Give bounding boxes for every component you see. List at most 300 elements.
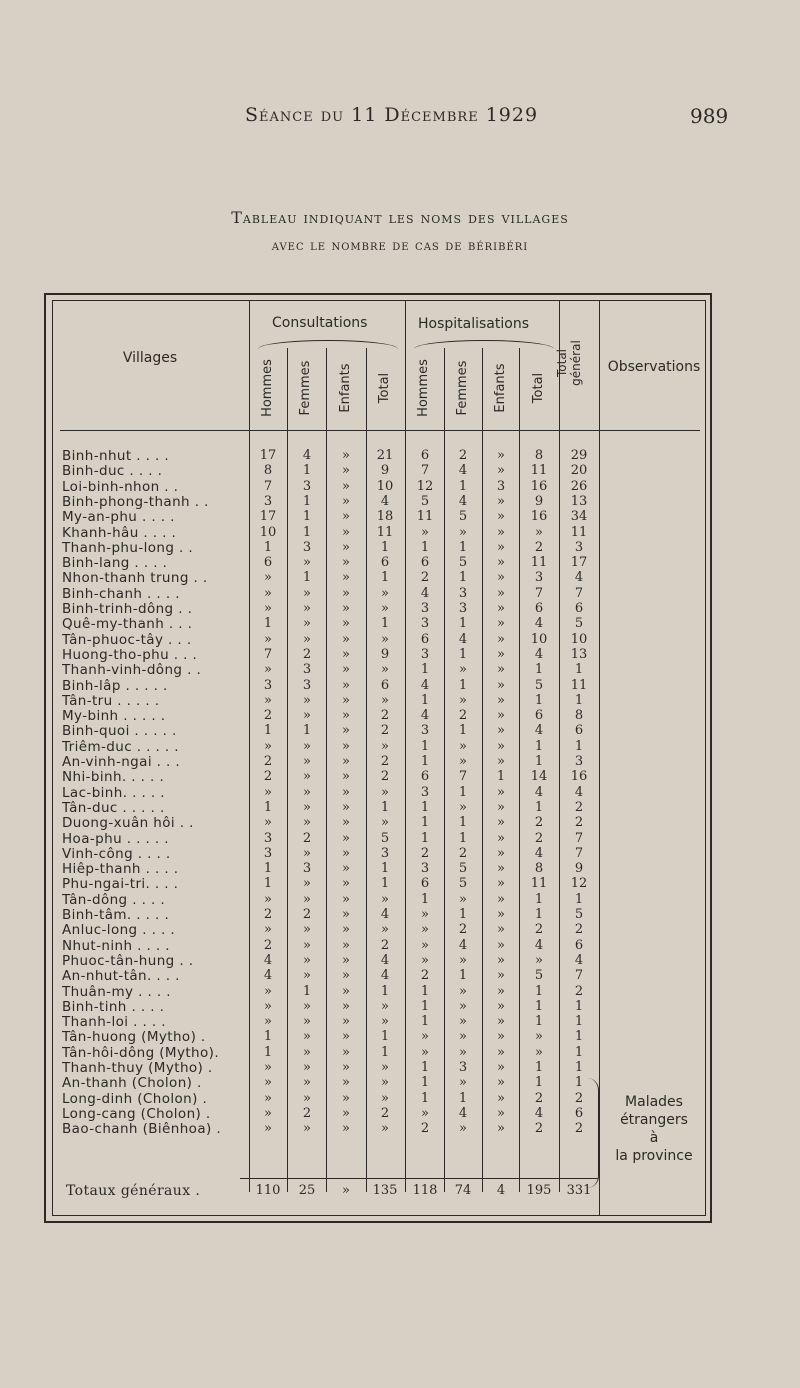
table-cell: »: [303, 631, 311, 647]
table-cell: 1: [263, 1029, 273, 1045]
table-cell: 4: [380, 907, 390, 922]
table-cell: 1: [302, 723, 312, 739]
village-name: Quê-my-thanh . . .: [62, 616, 193, 633]
village-name: Hiêp-thanh . . . .: [62, 861, 179, 878]
table-cell: 2: [574, 983, 584, 999]
table-cell: 3: [458, 601, 468, 616]
table-cell: 29: [570, 448, 588, 463]
village-name: Thanh-vinh-dông . .: [62, 662, 202, 679]
table-cell: »: [264, 1014, 272, 1030]
table-cell: 3: [263, 830, 273, 846]
table-row: [0, 968, 800, 984]
village-name: Lac-binh. . . . .: [62, 784, 165, 801]
table-cell: 12: [570, 876, 588, 892]
table-cell: »: [459, 754, 467, 769]
table-cell: 1: [458, 570, 468, 586]
table-cell: »: [264, 784, 272, 800]
table-cell: 1: [420, 1090, 430, 1106]
table-cell: 7: [458, 769, 468, 785]
table-cell: 1: [420, 1060, 430, 1075]
table-cell: 135: [372, 1183, 398, 1198]
table-cell: 1: [574, 998, 584, 1014]
hospitalisations-header: Hospitalisations: [418, 316, 529, 332]
table-cell: 1: [420, 998, 430, 1014]
village-name: Binh-tâm. . . . .: [62, 907, 170, 923]
table-row: [0, 708, 800, 724]
table-cell: »: [497, 845, 505, 861]
table-cell: »: [497, 815, 505, 831]
table-cell: »: [342, 723, 350, 739]
table-cell: 5: [458, 555, 468, 571]
table-cell: »: [459, 998, 467, 1014]
table-cell: 2: [302, 830, 312, 846]
table-cell: »: [497, 539, 505, 555]
table-cell: »: [497, 708, 505, 724]
table-cell: »: [381, 738, 389, 754]
village-name: Tân-duc . . . . .: [62, 799, 165, 816]
table-cell: 110: [255, 1183, 281, 1198]
village-name: Huong-tho-phu . . .: [62, 646, 198, 663]
table-cell: »: [342, 876, 350, 892]
table-cell: 1: [302, 570, 312, 586]
village-name: My-binh . . . . .: [62, 708, 166, 725]
table-cell: 3: [420, 601, 430, 616]
table-cell: 1: [534, 662, 544, 678]
table-cell: »: [342, 1014, 350, 1030]
table-cell: 3: [420, 861, 430, 877]
table-cell: 3: [496, 478, 506, 494]
table-cell: »: [342, 1044, 350, 1060]
table-cell: 9: [574, 861, 584, 877]
table-cell: »: [497, 585, 505, 601]
table-cell: »: [342, 922, 350, 938]
table-cell: 4: [574, 570, 584, 586]
table-cell: 1: [420, 754, 430, 769]
table-cell: 1: [534, 754, 544, 769]
village-name: Tân-hôi-dông (Mytho).: [62, 1044, 220, 1061]
table-cell: 6: [420, 555, 430, 571]
table-row: [0, 1014, 800, 1030]
table-cell: 331: [566, 1183, 592, 1198]
table-cell: 3: [263, 493, 273, 509]
table-cell: »: [342, 1090, 350, 1106]
table-cell: 1: [420, 539, 430, 555]
column-header-hommes-hosp: Hommes: [416, 359, 431, 417]
table-cell: »: [459, 952, 467, 968]
table-cell: »: [381, 601, 389, 616]
table-cell: 1: [380, 1029, 390, 1045]
village-name: Thanh-loi . . . .: [62, 1014, 166, 1031]
table-cell: 3: [574, 539, 584, 555]
table-cell: 21: [376, 448, 394, 463]
table-cell: »: [342, 463, 350, 479]
table-cell: 5: [574, 616, 584, 632]
table-cell: 1: [420, 1075, 430, 1091]
table-row: [0, 739, 800, 755]
village-name: Binh-trinh-dông . .: [62, 601, 193, 617]
table-cell: »: [342, 585, 350, 601]
table-cell: 11: [416, 509, 434, 525]
table-cell: »: [421, 524, 429, 540]
table-cell: 4: [534, 723, 544, 739]
table-cell: »: [381, 815, 389, 831]
table-cell: 1: [458, 830, 468, 846]
table-cell: »: [381, 1090, 389, 1106]
table-cell: 6: [420, 631, 430, 647]
table-cell: 5: [458, 861, 468, 877]
table-row: [0, 953, 800, 969]
village-name: Khanh-hâu . . . .: [62, 524, 177, 541]
table-row: [0, 448, 800, 464]
table-cell: 1: [496, 769, 506, 785]
table-cell: 1: [574, 1044, 584, 1060]
table-row: [0, 938, 800, 954]
village-name: Loi-binh-nhon . .: [62, 478, 179, 495]
table-cell: 5: [574, 907, 584, 922]
table-row: [0, 922, 800, 938]
table-cell: 1: [302, 524, 312, 540]
table-cell: »: [264, 1075, 272, 1091]
table-cell: 16: [530, 478, 548, 494]
table-cell: 3: [420, 646, 430, 662]
table-cell: »: [342, 769, 350, 785]
village-name: Duong-xuân hôi . .: [62, 815, 194, 832]
column-header-hommes-consult: Hommes: [260, 359, 275, 417]
village-name: Binh-tinh . . . .: [62, 998, 165, 1015]
table-cell: »: [497, 570, 505, 586]
table-cell: 4: [420, 677, 430, 693]
table-cell: 2: [458, 708, 468, 724]
table-cell: 2: [574, 815, 584, 831]
village-name: Long-dinh (Cholon) .: [62, 1090, 208, 1107]
table-cell: »: [459, 662, 467, 678]
table-cell: »: [342, 968, 350, 984]
table-cell: 4: [420, 585, 430, 601]
table-cell: 1: [574, 662, 584, 678]
table-cell: 4: [458, 493, 468, 509]
table-cell: »: [303, 601, 311, 616]
table-cell: 6: [420, 448, 430, 463]
table-cell: »: [342, 1060, 350, 1075]
table-cell: »: [264, 692, 272, 708]
table-cell: »: [497, 1044, 505, 1060]
table-cell: »: [459, 799, 467, 815]
table-cell: »: [303, 692, 311, 708]
table-cell: 13: [570, 493, 588, 509]
table-cell: »: [342, 570, 350, 586]
table-cell: 8: [534, 861, 544, 877]
table-cell: »: [342, 1075, 350, 1091]
table-cell: 3: [458, 1060, 468, 1075]
village-name: My-an-phu . . . .: [62, 509, 175, 526]
table-cell: 1: [534, 1075, 544, 1091]
table-cell: 3: [263, 845, 273, 861]
table-cell: 3: [420, 784, 430, 800]
table-cell: 2: [574, 799, 584, 815]
table-cell: »: [421, 1044, 429, 1060]
village-name: Nhi-binh. . . . .: [62, 769, 165, 786]
table-cell: 1: [574, 738, 584, 754]
village-name: Thanh-phu-long . .: [62, 539, 194, 556]
table-cell: 1: [534, 907, 544, 922]
column-header-total-consult: Total: [377, 372, 392, 404]
table-cell: »: [303, 1060, 311, 1075]
table-cell: 1: [574, 1014, 584, 1030]
table-cell: 3: [380, 845, 390, 861]
table-cell: 1: [458, 478, 468, 494]
table-cell: »: [381, 922, 389, 938]
table-row: [0, 540, 800, 556]
table-cell: 11: [570, 524, 588, 540]
table-cell: »: [459, 738, 467, 754]
table-cell: »: [342, 555, 350, 571]
table-cell: 4: [458, 937, 468, 953]
table-cell: 11: [570, 677, 588, 693]
table-cell: 7: [420, 463, 430, 479]
table-cell: »: [342, 478, 350, 494]
table-row: [0, 984, 800, 1000]
table-cell: »: [381, 1014, 389, 1030]
village-name: Nhon-thanh trung . .: [62, 570, 208, 587]
table-cell: »: [381, 1060, 389, 1075]
table-cell: »: [497, 677, 505, 693]
table-cell: 2: [420, 570, 430, 586]
village-name: Binh-nhut . . . .: [62, 448, 170, 464]
table-cell: 4: [380, 968, 390, 984]
table-title-line-2: avec le nombre de cas de béribéri: [271, 238, 529, 254]
table-cell: 1: [458, 539, 468, 555]
table-cell: 7: [263, 646, 273, 662]
table-row: [0, 785, 800, 801]
table-cell: »: [264, 585, 272, 601]
table-cell: 5: [458, 876, 468, 892]
table-cell: 1: [302, 509, 312, 525]
village-name: Tân-tru . . . . .: [62, 692, 160, 709]
table-cell: 74: [454, 1183, 472, 1198]
table-cell: »: [421, 922, 429, 938]
table-cell: 7: [574, 585, 584, 601]
table-cell: »: [497, 876, 505, 892]
table-row: [0, 846, 800, 862]
table-cell: 1: [380, 616, 390, 632]
table-cell: »: [535, 524, 543, 540]
table-cell: »: [342, 601, 350, 616]
table-cell: 13: [570, 646, 588, 662]
table-cell: 1: [380, 539, 390, 555]
table-cell: »: [303, 998, 311, 1014]
table-cell: 7: [574, 830, 584, 846]
table-cell: 26: [570, 478, 588, 494]
table-cell: 1: [458, 646, 468, 662]
table-cell: »: [303, 937, 311, 953]
table-row: [0, 815, 800, 831]
table-cell: 1: [534, 799, 544, 815]
table-cell: »: [381, 784, 389, 800]
table-cell: »: [342, 708, 350, 724]
observation-line-1: Malades: [625, 1094, 683, 1110]
table-row: [0, 601, 800, 617]
table-cell: 3: [263, 677, 273, 693]
table-cell: 6: [420, 769, 430, 785]
table-cell: »: [497, 830, 505, 846]
table-cell: 2: [574, 1121, 584, 1137]
table-cell: »: [342, 861, 350, 877]
table-cell: »: [303, 1044, 311, 1060]
village-name: An-vinh-ngai . . .: [62, 754, 181, 770]
table-cell: 1: [380, 876, 390, 892]
table-cell: 1: [458, 907, 468, 922]
table-cell: 1: [380, 983, 390, 999]
table-cell: 10: [570, 631, 588, 647]
table-cell: »: [303, 1075, 311, 1091]
village-name: Binh-lang . . . .: [62, 555, 168, 572]
table-cell: »: [497, 601, 505, 616]
table-cell: »: [342, 784, 350, 800]
table-cell: »: [497, 509, 505, 525]
table-cell: 1: [420, 799, 430, 815]
table-cell: 3: [302, 662, 312, 678]
village-name: Nhut-ninh . . . .: [62, 937, 170, 954]
table-cell: »: [303, 1029, 311, 1045]
table-cell: 4: [574, 784, 584, 800]
table-row: [0, 861, 800, 877]
table-cell: 7: [263, 478, 273, 494]
table-cell: 2: [380, 723, 390, 739]
table-cell: 3: [574, 754, 584, 769]
table-cell: 6: [574, 601, 584, 616]
table-cell: 7: [574, 845, 584, 861]
table-cell: 1: [420, 983, 430, 999]
table-cell: »: [459, 1075, 467, 1091]
table-cell: »: [342, 631, 350, 647]
table-cell: »: [459, 1014, 467, 1030]
table-cell: »: [497, 1014, 505, 1030]
table-cell: 6: [574, 723, 584, 739]
table-cell: 1: [458, 815, 468, 831]
table-cell: »: [303, 922, 311, 938]
table-cell: »: [459, 891, 467, 907]
village-name: Thuân-my . . . .: [62, 983, 171, 1000]
table-cell: »: [497, 784, 505, 800]
table-cell: 1: [420, 738, 430, 754]
table-cell: 4: [263, 952, 273, 968]
table-cell: »: [381, 692, 389, 708]
table-cell: »: [342, 448, 350, 463]
table-row: [0, 647, 800, 663]
table-row: [0, 525, 800, 541]
village-name: Tân-phuoc-tây . . .: [62, 631, 192, 648]
table-cell: 2: [574, 922, 584, 938]
table-cell: »: [342, 754, 350, 769]
table-cell: »: [497, 493, 505, 509]
table-row: [0, 662, 800, 678]
table-cell: »: [303, 815, 311, 831]
table-cell: 17: [259, 509, 277, 525]
page-header: [0, 104, 800, 134]
table-cell: 1: [263, 539, 273, 555]
table-cell: »: [264, 570, 272, 586]
table-row: [0, 907, 800, 923]
table-cell: 6: [263, 555, 273, 571]
table-cell: 1: [420, 662, 430, 678]
table-cell: »: [303, 968, 311, 984]
table-cell: 1: [420, 815, 430, 831]
table-cell: »: [381, 1121, 389, 1137]
village-name: Triêm-duc . . . . .: [62, 738, 179, 755]
table-cell: 3: [420, 723, 430, 739]
table-cell: 2: [380, 937, 390, 953]
table-cell: »: [497, 907, 505, 922]
table-cell: 3: [302, 478, 312, 494]
table-row: [0, 1029, 800, 1045]
table-cell: »: [264, 1121, 272, 1137]
observation-line-4: la province: [615, 1148, 693, 1164]
table-cell: 2: [380, 754, 390, 769]
table-cell: 18: [376, 509, 394, 525]
table-cell: »: [342, 998, 350, 1014]
table-cell: »: [303, 876, 311, 892]
table-row: [0, 494, 800, 510]
table-cell: »: [497, 861, 505, 877]
table-row: [0, 678, 800, 694]
table-cell: »: [342, 815, 350, 831]
table-cell: 1: [263, 1044, 273, 1060]
table-cell: »: [303, 754, 311, 769]
table-cell: »: [342, 830, 350, 846]
table-cell: »: [342, 509, 350, 525]
table-cell: »: [342, 937, 350, 953]
table-cell: 1: [458, 723, 468, 739]
table-cell: 2: [380, 708, 390, 724]
table-cell: 1: [302, 493, 312, 509]
table-cell: 4: [574, 952, 584, 968]
table-cell: 10: [530, 631, 548, 647]
table-cell: 1: [574, 891, 584, 907]
table-cell: »: [421, 1105, 429, 1121]
table-cell: 2: [263, 907, 273, 922]
table-cell: 1: [574, 1029, 584, 1045]
table-cell: 1: [458, 968, 468, 984]
table-cell: 4: [496, 1183, 506, 1198]
table-cell: 1: [380, 861, 390, 877]
observations-brace: [586, 1078, 599, 1188]
table-cell: 6: [574, 1105, 584, 1121]
table-cell: »: [497, 463, 505, 479]
table-cell: 1: [302, 983, 312, 999]
table-cell: 9: [380, 463, 390, 479]
table-cell: »: [303, 799, 311, 815]
table-cell: »: [342, 1121, 350, 1137]
table-cell: 2: [420, 1121, 430, 1137]
village-name: Phuoc-tân-hung . .: [62, 952, 194, 969]
table-cell: »: [303, 1090, 311, 1106]
table-cell: 2: [534, 1090, 544, 1106]
table-cell: »: [381, 1075, 389, 1091]
table-cell: »: [497, 1060, 505, 1075]
table-row: [0, 616, 800, 632]
villages-column-header: Villages: [122, 350, 178, 366]
table-cell: »: [264, 891, 272, 907]
table-row: [0, 693, 800, 709]
table-cell: 3: [302, 861, 312, 877]
table-row: [0, 632, 800, 648]
table-cell: 20: [570, 463, 588, 479]
table-cell: 5: [458, 509, 468, 525]
table-row: [0, 1060, 800, 1076]
header-bottom-rule: [60, 430, 700, 431]
table-cell: »: [264, 1090, 272, 1106]
running-title: Séance du 11 Décembre 1929: [245, 104, 539, 126]
